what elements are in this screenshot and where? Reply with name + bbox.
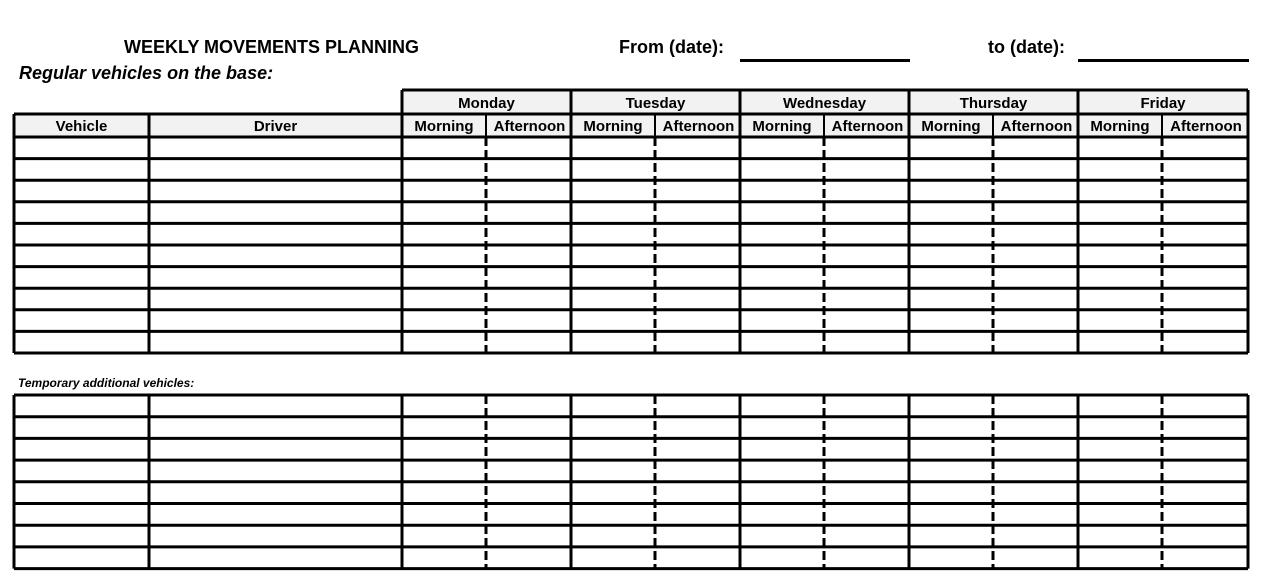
period-header-friday-afternoon: Afternoon (1170, 118, 1242, 135)
period-header-tuesday-morning: Morning (583, 118, 643, 135)
day-header-wednesday: Wednesday (782, 95, 867, 112)
column-header-driver: Driver (253, 118, 298, 135)
day-header-tuesday: Tuesday (625, 95, 686, 112)
to-date-label: to (date): (988, 37, 1065, 57)
temporary-vehicles-heading: Temporary additional vehicles: (18, 376, 195, 390)
from-date-label: From (date): (619, 37, 724, 57)
period-header-friday-morning: Morning (1090, 118, 1150, 135)
day-header-monday: Monday (458, 95, 515, 112)
period-header-monday-morning: Morning (414, 118, 474, 135)
column-header-vehicle: Vehicle (55, 118, 108, 135)
period-header-wednesday-morning: Morning (752, 118, 812, 135)
period-header-thursday-morning: Morning (921, 118, 981, 135)
period-header-wednesday-afternoon: Afternoon (831, 118, 904, 135)
day-header-friday: Friday (1140, 95, 1186, 112)
page-title: WEEKLY MOVEMENTS PLANNING (124, 37, 420, 57)
period-header-thursday-afternoon: Afternoon (1000, 118, 1073, 135)
period-header-tuesday-afternoon: Afternoon (662, 118, 735, 135)
regular-vehicles-heading: Regular vehicles on the base: (19, 63, 274, 83)
day-header-thursday: Thursday (959, 95, 1028, 112)
period-header-monday-afternoon: Afternoon (493, 118, 566, 135)
